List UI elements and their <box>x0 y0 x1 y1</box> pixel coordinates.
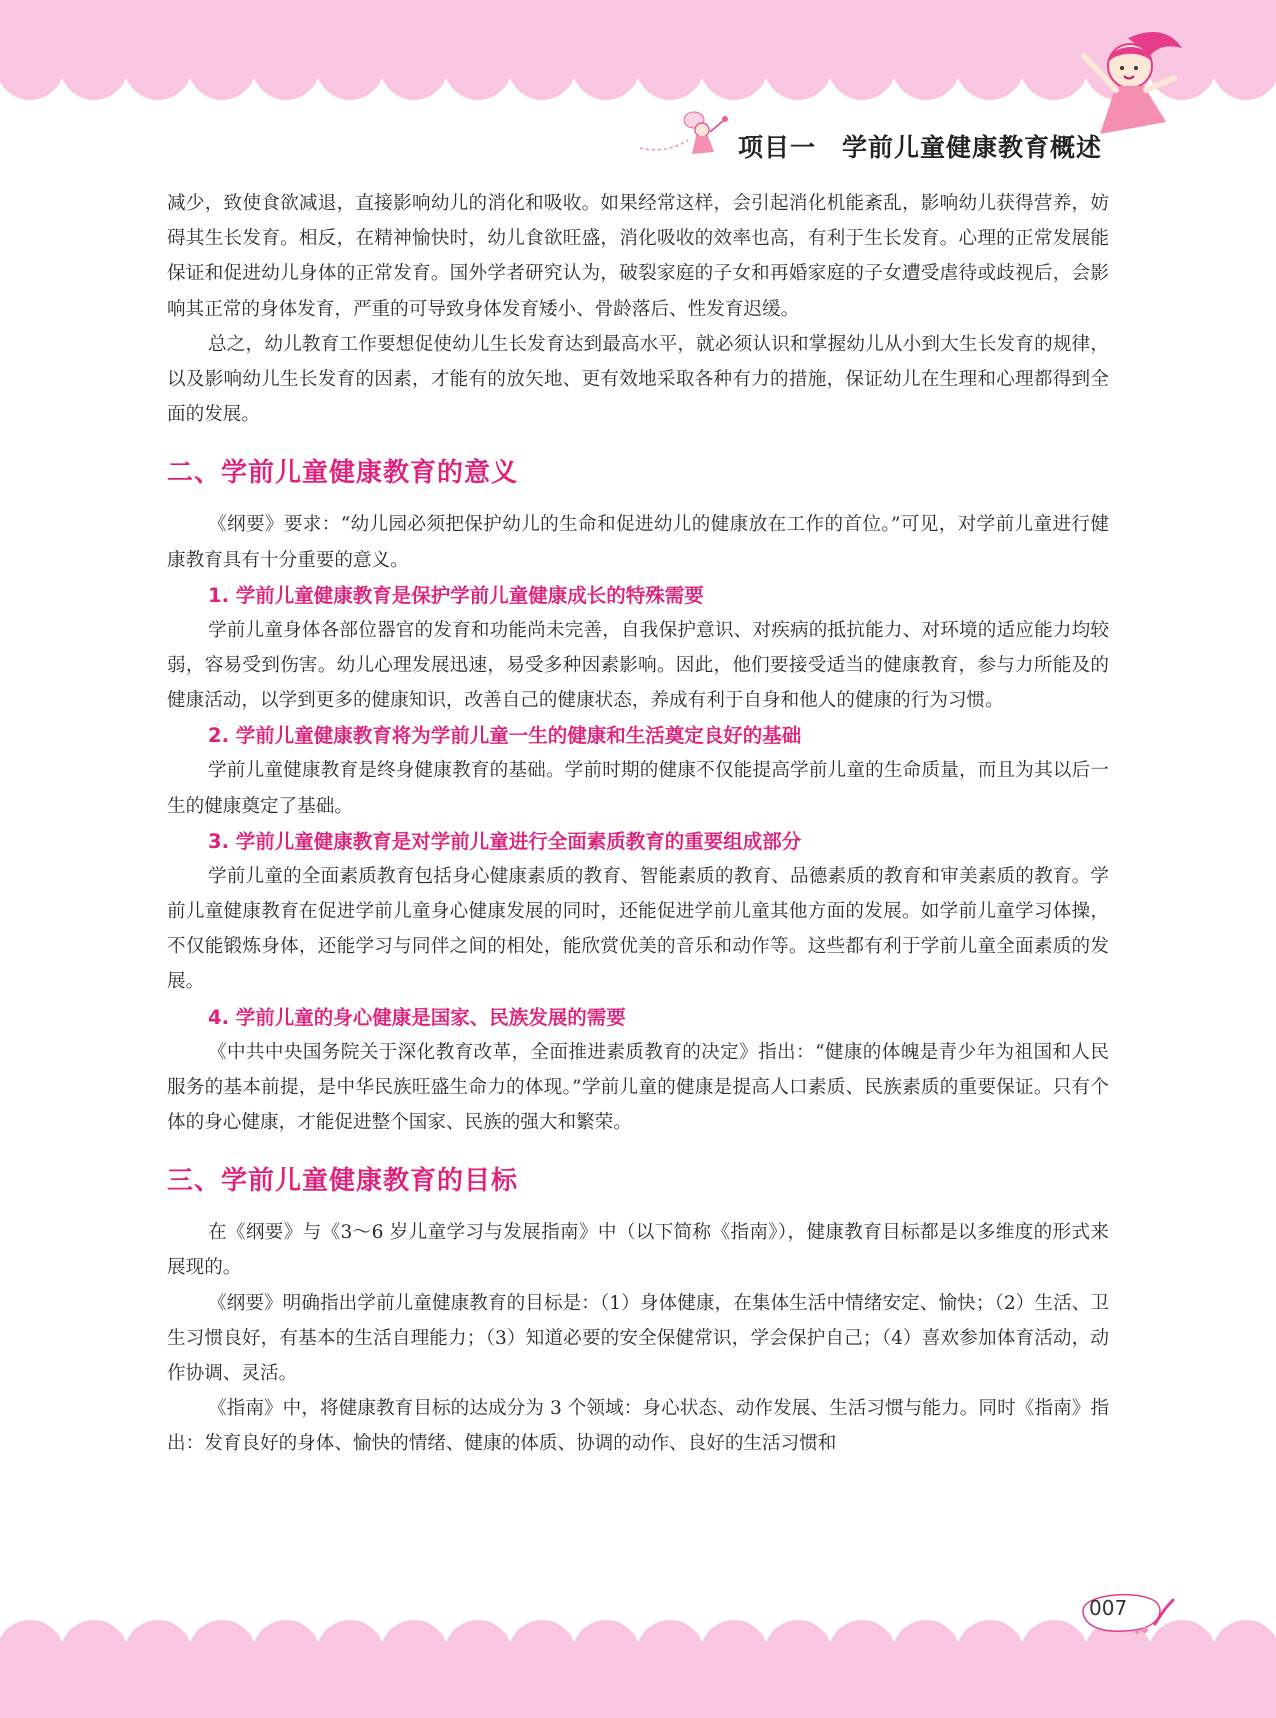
subsection-heading: 4. 学前儿童的身心健康是国家、民族发展的需要 <box>208 1005 626 1029</box>
page-number: 007 <box>1089 1596 1128 1620</box>
scallop-shape <box>508 32 576 100</box>
scallop-shape <box>380 32 448 100</box>
section-heading: 三、学前儿童健康教育的目标 <box>167 1166 519 1197</box>
scallop-shape <box>828 32 896 100</box>
section-heading: 二、学前儿童健康教育的意义 <box>167 458 519 489</box>
subsection-heading: 1. 学前儿童健康教育是保护学前儿童健康成长的特殊需要 <box>208 583 704 607</box>
scallop-shape <box>956 32 1024 100</box>
running-header <box>738 128 1102 164</box>
scallop-shape <box>444 32 512 100</box>
scallop-shape <box>124 32 192 100</box>
scallop-shape <box>892 1620 960 1688</box>
scallop-shape <box>508 1620 576 1688</box>
scallop-shape <box>572 1620 640 1688</box>
scallop-shape <box>252 1620 320 1688</box>
paragraph: 学前儿童健康教育是终身健康教育的基础。学前时期的健康不仅能提高学前儿童的生命质量，而且为其以后一生的健康奠定了基础。 <box>167 760 1109 817</box>
scallop-shape <box>700 32 768 100</box>
scallop-shape <box>188 1620 256 1688</box>
paragraph: 《中共中央国务院关于深化教育改革，全面推进素质教育的决定》指出：“健康的体魄是青少年为祖国和人民服务的基本前提，是中华民族旺盛生命力的体现。”学前儿童的健康是提高人口素质、民族素质的重要保证。只有个体的身心健康，才能促进整个国家、民族的强大和繁荣。 <box>167 1041 1109 1134</box>
scallop-shape <box>188 32 256 100</box>
paragraph: 在《纲要》与《3～6 岁儿童学习与发展指南》中（以下简称《指南》），健康教育目标都是以多维度的形式来展现的。 <box>167 1222 1109 1279</box>
scallop-shape <box>60 1620 128 1688</box>
fairy-icon <box>636 104 732 164</box>
paragraph: 学前儿童身体各部位器官的发育和功能尚未完善，自我保护意识、对疾病的抵抗能力、对环境的适应能力均较弱，容易受到伤害。幼儿心理发展迅速，易受多种因素影响。因此，他们要接受适当的健康教育，参与力所能及的健康活动，以学到更多的健康知识，改善自己的健康状态，养成有利于自身和他人的健康的行为习惯。 <box>167 619 1109 712</box>
scallop-shape <box>636 1620 704 1688</box>
paragraph: 学前儿童的全面素质教育包括身心健康素质的教育、智能素质的教育、品德素质的教育和审美素质的教育。学前儿童健康教育在促进学前儿童身心健康发展的同时，还能促进学前儿童其他方面的发展。如学前儿童学习体操，不仅能锻炼身体，还能学习与同伴之间的相处，能欣赏优美的音乐和动作等。这些都有利于学前儿童全面素质的发展。 <box>167 865 1109 993</box>
scallop-shape <box>316 32 384 100</box>
subsection-heading: 2. 学前儿童健康教育将为学前儿童一生的健康和生活奠定良好的基础 <box>208 724 802 748</box>
scallop-shape <box>764 32 832 100</box>
scallop-shape <box>828 1620 896 1688</box>
header-project: 项目一 <box>738 133 817 162</box>
scallop-shape <box>700 1620 768 1688</box>
paragraph: 《纲要》要求：“幼儿园必须把保护幼儿的生命和促进幼儿的健康放在工作的首位。”可见，对学前儿童进行健康教育具有十分重要的意义。 <box>167 514 1109 571</box>
scallop-shape <box>252 32 320 100</box>
scallop-shape <box>572 32 640 100</box>
scallop-shape <box>636 32 704 100</box>
page-body <box>167 186 1109 1462</box>
scallop-shape <box>380 1620 448 1688</box>
scallop-shape <box>956 1620 1024 1688</box>
scallop-shape <box>764 1620 832 1688</box>
header-title: 学前儿童健康教育概述 <box>842 133 1103 162</box>
page-number-badge <box>1075 1586 1175 1636</box>
paragraph: 减少，致使食欲减退，直接影响幼儿的消化和吸收。如果经常这样，会引起消化机能紊乱，影响幼儿获得营养，妨碍其生长发育。相反，在精神愉快时，幼儿食欲旺盛，消化吸收的效率也高，有利于生长发育。心理的正常发展能保证和促进幼儿身体的正常发育。国外学者研究认为，破裂家庭的子女和再婚家庭的子女遭受虐待或歧视后，会影响其正常的身体发育，严重的可导致身体发育矮小、骨龄落后、性发育迟缓。 <box>167 193 1109 320</box>
scallop-shape <box>316 1620 384 1688</box>
subsection-heading: 3. 学前儿童健康教育是对学前儿童进行全面素质教育的重要组成部分 <box>208 829 802 853</box>
paragraph: 《指南》中，将健康教育目标的达成分为 3 个领域：身心状态、动作发展、生活习惯与能力。同时《指南》指出：发育良好的身体、愉快的情绪、健康的体质、协调的动作、良好的生活习惯和 <box>167 1398 1109 1455</box>
paragraph: 总之，幼儿教育工作要想促使幼儿生长发育达到最高水平，就必须认识和掌握幼儿从小到大生长发育的规律，以及影响幼儿生长发育的因素，才能有的放矢地、更有效地采取各种有力的措施，保证幼儿在生理和心理都得到全面的发展。 <box>167 333 1109 426</box>
paragraph: 《纲要》明确指出学前儿童健康教育的目标是：（1）身体健康，在集体生活中情绪安定、愉快；（2）生活、卫生习惯良好，有基本的生活自理能力；（3）知道必要的安全保健常识，学会保护自己；（4）喜欢参加体育活动，动作协调、灵活。 <box>167 1292 1109 1385</box>
scallop-shape <box>124 1620 192 1688</box>
scallop-shape <box>60 32 128 100</box>
scallop-shape <box>892 32 960 100</box>
scallop-shape <box>444 1620 512 1688</box>
